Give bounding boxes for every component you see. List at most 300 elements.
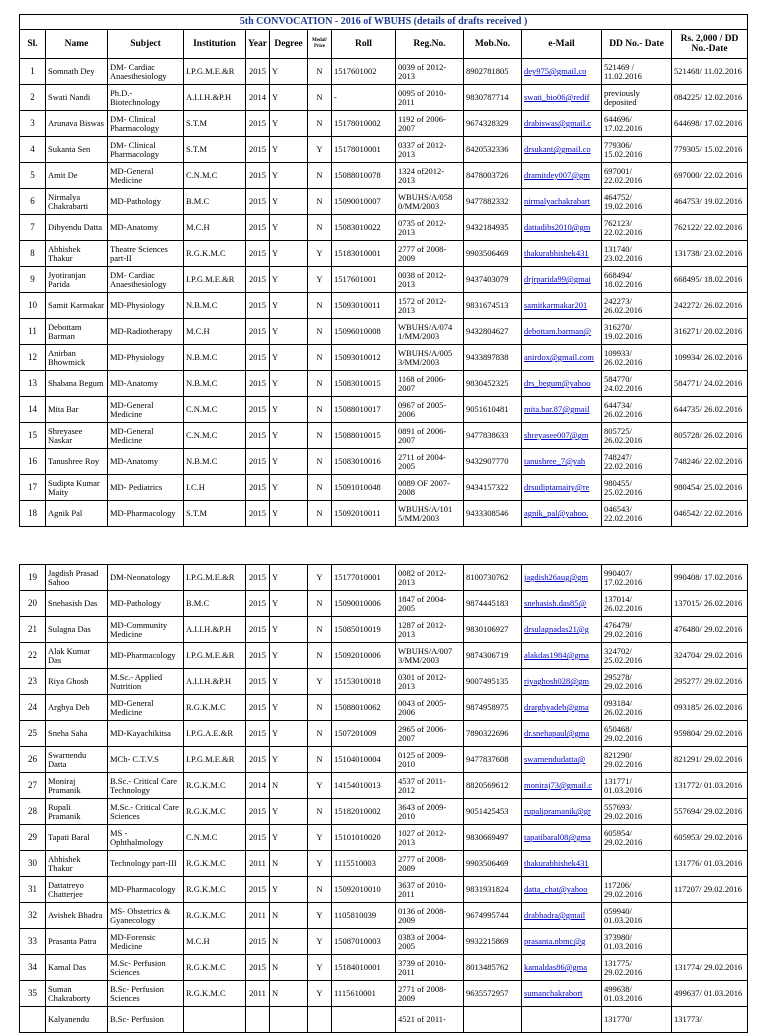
cell-name: Debottam Barman (46, 319, 108, 345)
cell-dd2-no: 521468/ 11.02.2016 (672, 59, 748, 85)
cell-name: Avishek Bhadra (46, 903, 108, 929)
cell-sl: 20 (20, 591, 46, 617)
cell-reg-no: 0125 of 2009-2010 (396, 747, 464, 773)
cell-name: Tanushree Roy (46, 449, 108, 475)
cell-mob-no: 9433308546 (464, 501, 522, 527)
cell-dd-no: 821290/ 29.02.2016 (602, 747, 672, 773)
cell-medal: N (308, 163, 332, 189)
cell-email[interactable]: nirmalyachakrabart (522, 189, 602, 215)
cell-reg-no: 1572 of 2012-2013 (396, 293, 464, 319)
col-email: e-Mail (522, 30, 602, 59)
cell-degree: Y (270, 345, 308, 371)
cell-medal: Y (308, 773, 332, 799)
cell-reg-no: 4537 of 2011-2012 (396, 773, 464, 799)
table-row (20, 955, 748, 981)
cell-medal: Y (308, 955, 332, 981)
col-reg: Reg.No. (396, 30, 464, 59)
cell-subject: MD-Anatomy (108, 449, 184, 475)
cell-roll: 15083010015 (332, 371, 396, 397)
cell-mob-no: 9874306719 (464, 643, 522, 669)
cell-email[interactable]: jagdish26aug@gm (522, 565, 602, 591)
cell-mob-no: 8820569612 (464, 773, 522, 799)
table-title: 5th CONVOCATION - 2016 of WBUHS (details of drafts received ) (20, 15, 748, 30)
cell-year: 2015 (246, 267, 270, 293)
cell-degree: Y (270, 877, 308, 903)
cell-roll: 15093010011 (332, 293, 396, 319)
cell-reg-no: WBUHS/A/058 0/MM/2003 (396, 189, 464, 215)
cell-roll: 1507201009 (332, 721, 396, 747)
cell-institution: C.N.M.C (184, 163, 246, 189)
cell-mob-no: 9903506469 (464, 851, 522, 877)
cell-email[interactable]: sumanchakrabort (522, 981, 602, 1007)
cell-medal: Y (308, 241, 332, 267)
cell-roll: 15090010006 (332, 591, 396, 617)
cell-dd-no (602, 851, 672, 877)
cell-medal: Y (308, 669, 332, 695)
cell-mob-no: 9433897838 (464, 345, 522, 371)
cell-email[interactable]: dr.snehapaul@gma (522, 721, 602, 747)
cell-reg-no: WBUHS/A/007 3/MM/2003 (396, 643, 464, 669)
cell-medal: N (308, 319, 332, 345)
cell-degree: N (270, 955, 308, 981)
cell-subject: MD-General Medicine (108, 695, 184, 721)
cell-medal: N (308, 721, 332, 747)
cell-subject: DM-Neonatology (108, 565, 184, 591)
table-row (20, 501, 748, 527)
cell-subject: MD-Pathology (108, 189, 184, 215)
cell-dd-no: 697001/ 22.02.2016 (602, 163, 672, 189)
table-row (20, 137, 748, 163)
cell-email[interactable]: tanushree_7@yah (522, 449, 602, 475)
cell-reg-no: 3643 of 2009-2010 (396, 799, 464, 825)
cell-institution: C.N.M.C (184, 825, 246, 851)
cell-dd-no: 990407/ 17.02.2016 (602, 565, 672, 591)
cell-subject: MD-General Medicine (108, 423, 184, 449)
cell-email[interactable]: drsudiptamaity@re (522, 475, 602, 501)
cell-reg-no: 0967 of 2005-2006 (396, 397, 464, 423)
cell-name: Jyotiranjan Parida (46, 267, 108, 293)
cell-subject: Theatre Sciences part-II (108, 241, 184, 267)
cell-reg-no: 1287 of 2012-2013 (396, 617, 464, 643)
cell-degree: Y (270, 825, 308, 851)
cell-reg-no: 0337 of 2012-2013 (396, 137, 464, 163)
cell-roll: 15083010022 (332, 215, 396, 241)
col-name: Name (46, 30, 108, 59)
cell-email[interactable]: dattadibs2010@gm (522, 215, 602, 241)
cell-roll: 15184010001 (332, 955, 396, 981)
cell-degree: Y (270, 293, 308, 319)
cell-mob-no (464, 1007, 522, 1033)
cell-year: 2015 (246, 799, 270, 825)
cell-dd-no: 668494/ 18.02.2016 (602, 267, 672, 293)
cell-medal: N (308, 877, 332, 903)
cell-mob-no: 9007495135 (464, 669, 522, 695)
cell-email[interactable]: anirdox@gmail.com (522, 345, 602, 371)
cell-email[interactable]: drs_begum@yahoo (522, 371, 602, 397)
cell-name: Anirban Bhowmick (46, 345, 108, 371)
cell-year: 2015 (246, 423, 270, 449)
cell-email[interactable]: shreyasee007@gm (522, 423, 602, 449)
cell-subject: M.Sc- Perfusion Sciences (108, 955, 184, 981)
cell-dd2-no: 131773/ (672, 1007, 748, 1033)
cell-degree (270, 1007, 308, 1033)
cell-year: 2011 (246, 851, 270, 877)
cell-roll: 15092010011 (332, 501, 396, 527)
col-medal: Medal/ Prize (308, 30, 332, 59)
cell-dd2-no: 316271/ 20.02.2016 (672, 319, 748, 345)
cell-email[interactable] (522, 1007, 602, 1033)
cell-institution: R.G.K.M.C (184, 903, 246, 929)
cell-sl: 31 (20, 877, 46, 903)
cell-medal: N (308, 85, 332, 111)
cell-institution: R.G.K.M.C (184, 955, 246, 981)
cell-roll: 1517601002 (332, 59, 396, 85)
cell-medal: N (308, 59, 332, 85)
cell-year: 2011 (246, 903, 270, 929)
cell-reg-no: 0043 of 2005-2006 (396, 695, 464, 721)
cell-degree: N (270, 981, 308, 1007)
cell-email[interactable]: debottam.barman@ (522, 319, 602, 345)
cell-subject: B.Sc- Perfusion Sciences (108, 981, 184, 1007)
cell-reg-no: 3739 of 2010-2011 (396, 955, 464, 981)
table-row (20, 591, 748, 617)
cell-email[interactable]: snehasish.das85@ (522, 591, 602, 617)
cell-medal: N (308, 591, 332, 617)
cell-mob-no: 9874958975 (464, 695, 522, 721)
cell-sl: 22 (20, 643, 46, 669)
cell-dd-no: 557693/ 29.02.2016 (602, 799, 672, 825)
cell-email[interactable]: drabhadra@gmail (522, 903, 602, 929)
cell-institution: R.G.K.M.C (184, 695, 246, 721)
cell-medal: N (308, 345, 332, 371)
cell-year: 2014 (246, 773, 270, 799)
cell-degree: Y (270, 111, 308, 137)
cell-reg-no: 0136 of 2008-2009 (396, 903, 464, 929)
cell-mob-no: 9434157322 (464, 475, 522, 501)
cell-name: Swarnendu Datta (46, 747, 108, 773)
table-row (20, 163, 748, 189)
cell-name: Samit Karmakar (46, 293, 108, 319)
cell-degree: Y (270, 267, 308, 293)
cell-subject: MD-Anatomy (108, 215, 184, 241)
cell-medal: Y (308, 981, 332, 1007)
cell-sl: 18 (20, 501, 46, 527)
cell-dd2-no: 762122/ 22.02.2016 (672, 215, 748, 241)
cell-institution: M.C.H (184, 215, 246, 241)
cell-degree: N (270, 773, 308, 799)
cell-subject: MD-General Medicine (108, 163, 184, 189)
cell-dd2-no: 584771/ 24.02.2016 (672, 371, 748, 397)
cell-email[interactable]: riyaghosh028@gm (522, 669, 602, 695)
col-roll: Roll (332, 30, 396, 59)
cell-degree: Y (270, 669, 308, 695)
cell-year: 2015 (246, 241, 270, 267)
cell-roll: 15085010019 (332, 617, 396, 643)
cell-dd-no: 131775/ 29.02.2016 (602, 955, 672, 981)
cell-dd2-no: 093185/ 26.02.2016 (672, 695, 748, 721)
cell-medal: Y (308, 825, 332, 851)
cell-dd-no: 644734/ 26.02.2016 (602, 397, 672, 423)
cell-name: Moniraj Pramanik (46, 773, 108, 799)
cell-sl: 3 (20, 111, 46, 137)
cell-institution: I.P.G.M.E.&R (184, 267, 246, 293)
cell-dd-no: previously deposited (602, 85, 672, 111)
cell-mob-no: 8902781805 (464, 59, 522, 85)
cell-dd2-no: 242272/ 26.02.2016 (672, 293, 748, 319)
table-row (20, 721, 748, 747)
cell-dd2-no: 046542/ 22.02.2016 (672, 501, 748, 527)
cell-email[interactable]: drsulagnadas21@g (522, 617, 602, 643)
table-row (20, 617, 748, 643)
cell-year: 2015 (246, 501, 270, 527)
cell-mob-no: 9477838633 (464, 423, 522, 449)
cell-year: 2015 (246, 449, 270, 475)
cell-name: Shreyasee Naskar (46, 423, 108, 449)
cell-institution: R.G.K.M.C (184, 851, 246, 877)
cell-institution: S.T.M (184, 111, 246, 137)
cell-name: Nirmalya Chakrabarti (46, 189, 108, 215)
cell-dd2-no: 476480/ 29.02.2016 (672, 617, 748, 643)
cell-dd-no: 605954/ 29.02.2016 (602, 825, 672, 851)
cell-dd-no: 316270/ 19.02.2016 (602, 319, 672, 345)
cell-reg-no: 2777 of 2008-2009 (396, 851, 464, 877)
cell-year (246, 1007, 270, 1033)
cell-institution: M.C.H (184, 319, 246, 345)
table-row (20, 345, 748, 371)
table-row (20, 449, 748, 475)
cell-mob-no: 9477882332 (464, 189, 522, 215)
cell-institution: R.G.K.M.C (184, 799, 246, 825)
cell-year: 2015 (246, 397, 270, 423)
cell-medal: N (308, 643, 332, 669)
cell-roll: 15153010018 (332, 669, 396, 695)
cell-roll: 15088010015 (332, 423, 396, 449)
cell-email[interactable]: tapatibaral08@gma (522, 825, 602, 851)
cell-sl: 13 (20, 371, 46, 397)
cell-email[interactable]: swati_bio06@redif (522, 85, 602, 111)
cell-mob-no: 9830669497 (464, 825, 522, 851)
cell-subject: Ph.D.- Biotechnology (108, 85, 184, 111)
cell-year: 2015 (246, 955, 270, 981)
cell-degree: Y (270, 397, 308, 423)
cell-subject: MD-Pharmacology (108, 877, 184, 903)
cell-mob-no: 9674328329 (464, 111, 522, 137)
cell-reg-no: 2965 of 2006-2007 (396, 721, 464, 747)
cell-medal: N (308, 501, 332, 527)
cell-dd2-no: 805728/ 26.02.2016 (672, 423, 748, 449)
cell-email[interactable]: samitkarmakar201 (522, 293, 602, 319)
cell-roll: - (332, 85, 396, 111)
cell-medal: Y (308, 565, 332, 591)
cell-institution (184, 1007, 246, 1033)
cell-roll: 1115610001 (332, 981, 396, 1007)
cell-degree: Y (270, 59, 308, 85)
cell-dd2-no: 644698/ 17.02.2016 (672, 111, 748, 137)
cell-email[interactable]: prasanta.nbmc@g (522, 929, 602, 955)
cell-degree: Y (270, 189, 308, 215)
table-row (20, 189, 748, 215)
cell-email[interactable]: drjrparida99@gmai (522, 267, 602, 293)
cell-roll: 15183010001 (332, 241, 396, 267)
cell-name: Swati Nandi (46, 85, 108, 111)
cell-dd2-no: 295277/ 29.02.2016 (672, 669, 748, 695)
cell-email[interactable]: rupalipramanik@gr (522, 799, 602, 825)
cell-email[interactable]: drsukant@gmail.co (522, 137, 602, 163)
cell-mob-no: 7890322696 (464, 721, 522, 747)
cell-year: 2015 (246, 319, 270, 345)
table-row (20, 851, 748, 877)
cell-institution: S.T.M (184, 137, 246, 163)
cell-reg-no: 1192 of 2006-2007 (396, 111, 464, 137)
cell-email[interactable]: datta_chat@yahoo (522, 877, 602, 903)
cell-institution: N.B.M.C (184, 449, 246, 475)
cell-subject: DM- Clinical Pharmacology (108, 137, 184, 163)
cell-subject: MD-Anatomy (108, 371, 184, 397)
cell-dd-no: 093184/ 26.02.2016 (602, 695, 672, 721)
cell-reg-no: 1027 of 2012-2013 (396, 825, 464, 851)
cell-email[interactable]: moniraj73@gmail.c (522, 773, 602, 799)
cell-sl: 1 (20, 59, 46, 85)
cell-mob-no: 9674995744 (464, 903, 522, 929)
cell-mob-no: 9830787714 (464, 85, 522, 111)
cell-roll: 15088010062 (332, 695, 396, 721)
cell-email[interactable]: kamaldas86@gma (522, 955, 602, 981)
cell-subject: M.Sc.- Applied Nutrition (108, 669, 184, 695)
cell-dd2-no: 109934/ 26.02.2016 (672, 345, 748, 371)
cell-reg-no: WBUHS/A/074 1/MM/2003 (396, 319, 464, 345)
cell-reg-no: 0082 of 2012-2013 (396, 565, 464, 591)
cell-degree: Y (270, 591, 308, 617)
cell-degree: Y (270, 617, 308, 643)
cell-name: Sudipta Kumar Maity (46, 475, 108, 501)
cell-name: Alak Kumar Das (46, 643, 108, 669)
cell-email[interactable]: agnik_pal@yahoo. (522, 501, 602, 527)
cell-sl: 4 (20, 137, 46, 163)
cell-roll: 15096010008 (332, 319, 396, 345)
table-row (20, 111, 748, 137)
cell-medal: N (308, 397, 332, 423)
cell-subject: MD-Physiology (108, 345, 184, 371)
table-row (20, 1007, 748, 1033)
col-year: Year (246, 30, 270, 59)
cell-institution: N.B.M.C (184, 293, 246, 319)
col-subject: Subject (108, 30, 184, 59)
cell-medal: N (308, 111, 332, 137)
cell-medal: N (308, 475, 332, 501)
cell-email[interactable]: thakurabhishek431 (522, 851, 602, 877)
cell-reg-no: 0301 of 2012-2013 (396, 669, 464, 695)
cell-dd2-no: 748246/ 22.02.2016 (672, 449, 748, 475)
cell-mob-no: 9432184935 (464, 215, 522, 241)
cell-email[interactable]: dramitdey007@gm (522, 163, 602, 189)
table-row (20, 267, 748, 293)
cell-name: Abhishek Thakur (46, 851, 108, 877)
cell-dd2-no: 980454/ 25.02.2016 (672, 475, 748, 501)
cell-sl: 19 (20, 565, 46, 591)
cell-email[interactable]: mita.bar.87@gmail (522, 397, 602, 423)
cell-email[interactable]: alakdas1984@gma (522, 643, 602, 669)
cell-year: 2015 (246, 215, 270, 241)
cell-medal: N (308, 293, 332, 319)
cell-mob-no: 9051425453 (464, 799, 522, 825)
cell-sl: 6 (20, 189, 46, 215)
cell-roll: 1517601001 (332, 267, 396, 293)
cell-mob-no: 9932215869 (464, 929, 522, 955)
cell-institution: C.N.M.C (184, 423, 246, 449)
cell-dd2-no: 117207/ 29.02.2016 (672, 877, 748, 903)
cell-sl: 5 (20, 163, 46, 189)
cell-degree: Y (270, 163, 308, 189)
cell-mob-no: 9437403079 (464, 267, 522, 293)
cell-name: Snehasish Das (46, 591, 108, 617)
cell-sl: 28 (20, 799, 46, 825)
cell-institution: B.M.C (184, 189, 246, 215)
cell-name: Abhishek Thakur (46, 241, 108, 267)
col-degree: Degree (270, 30, 308, 59)
table-row (20, 669, 748, 695)
cell-name: Sneha Saha (46, 721, 108, 747)
cell-roll: 15178010002 (332, 111, 396, 137)
cell-reg-no: 1168 of 2006-2007 (396, 371, 464, 397)
cell-email[interactable]: thakurabhishek431 (522, 241, 602, 267)
cell-institution: I.P.G.M.E.&R (184, 59, 246, 85)
table-row (20, 773, 748, 799)
cell-institution: C.N.M.C (184, 397, 246, 423)
cell-subject: MD-General Medicine (108, 397, 184, 423)
cell-email[interactable]: dey975@gmail.co (522, 59, 602, 85)
cell-name: Sulagna Das (46, 617, 108, 643)
col-dd2: Rs. 2,000 / DD No.-Date (672, 30, 748, 59)
cell-year: 2011 (246, 981, 270, 1007)
cell-name: Arghya Deb (46, 695, 108, 721)
cell-sl: 35 (20, 981, 46, 1007)
cell-medal: N (308, 189, 332, 215)
cell-dd-no: 109933/ 26.02.2016 (602, 345, 672, 371)
cell-mob-no: 9903506469 (464, 241, 522, 267)
cell-dd2-no: 499637/ 01.03.2016 (672, 981, 748, 1007)
cell-degree: Y (270, 501, 308, 527)
cell-roll: 14154010013 (332, 773, 396, 799)
cell-roll: 15093010012 (332, 345, 396, 371)
cell-email[interactable]: drabiswas@gmail.c (522, 111, 602, 137)
table-row (20, 423, 748, 449)
cell-dd2-no (672, 929, 748, 955)
cell-subject: MD-Radiotherapy (108, 319, 184, 345)
cell-year: 2015 (246, 137, 270, 163)
cell-dd-no: 464752/ 19.02.2016 (602, 189, 672, 215)
cell-sl: 9 (20, 267, 46, 293)
cell-degree: Y (270, 565, 308, 591)
cell-degree: Y (270, 475, 308, 501)
cell-dd-no: 295278/ 29.02.2016 (602, 669, 672, 695)
cell-roll: 15090010007 (332, 189, 396, 215)
cell-year: 2015 (246, 293, 270, 319)
cell-subject: MS- Obstetrics & Gyanecology (108, 903, 184, 929)
cell-medal: N (308, 449, 332, 475)
cell-degree: Y (270, 423, 308, 449)
cell-email[interactable]: drarghyadeb@gma (522, 695, 602, 721)
cell-sl: 27 (20, 773, 46, 799)
cell-roll: 1115510003 (332, 851, 396, 877)
cell-subject: DM- Cardiac Anaesthesiology (108, 59, 184, 85)
cell-email[interactable]: swarnendudatta@ (522, 747, 602, 773)
table-row (20, 877, 748, 903)
table-row (20, 293, 748, 319)
cell-institution: R.G.K.M.C (184, 241, 246, 267)
cell-year: 2015 (246, 189, 270, 215)
cell-reg-no: 0089 OF 2007-2008 (396, 475, 464, 501)
cell-dd-no: 131740/ 23.02.2016 (602, 241, 672, 267)
